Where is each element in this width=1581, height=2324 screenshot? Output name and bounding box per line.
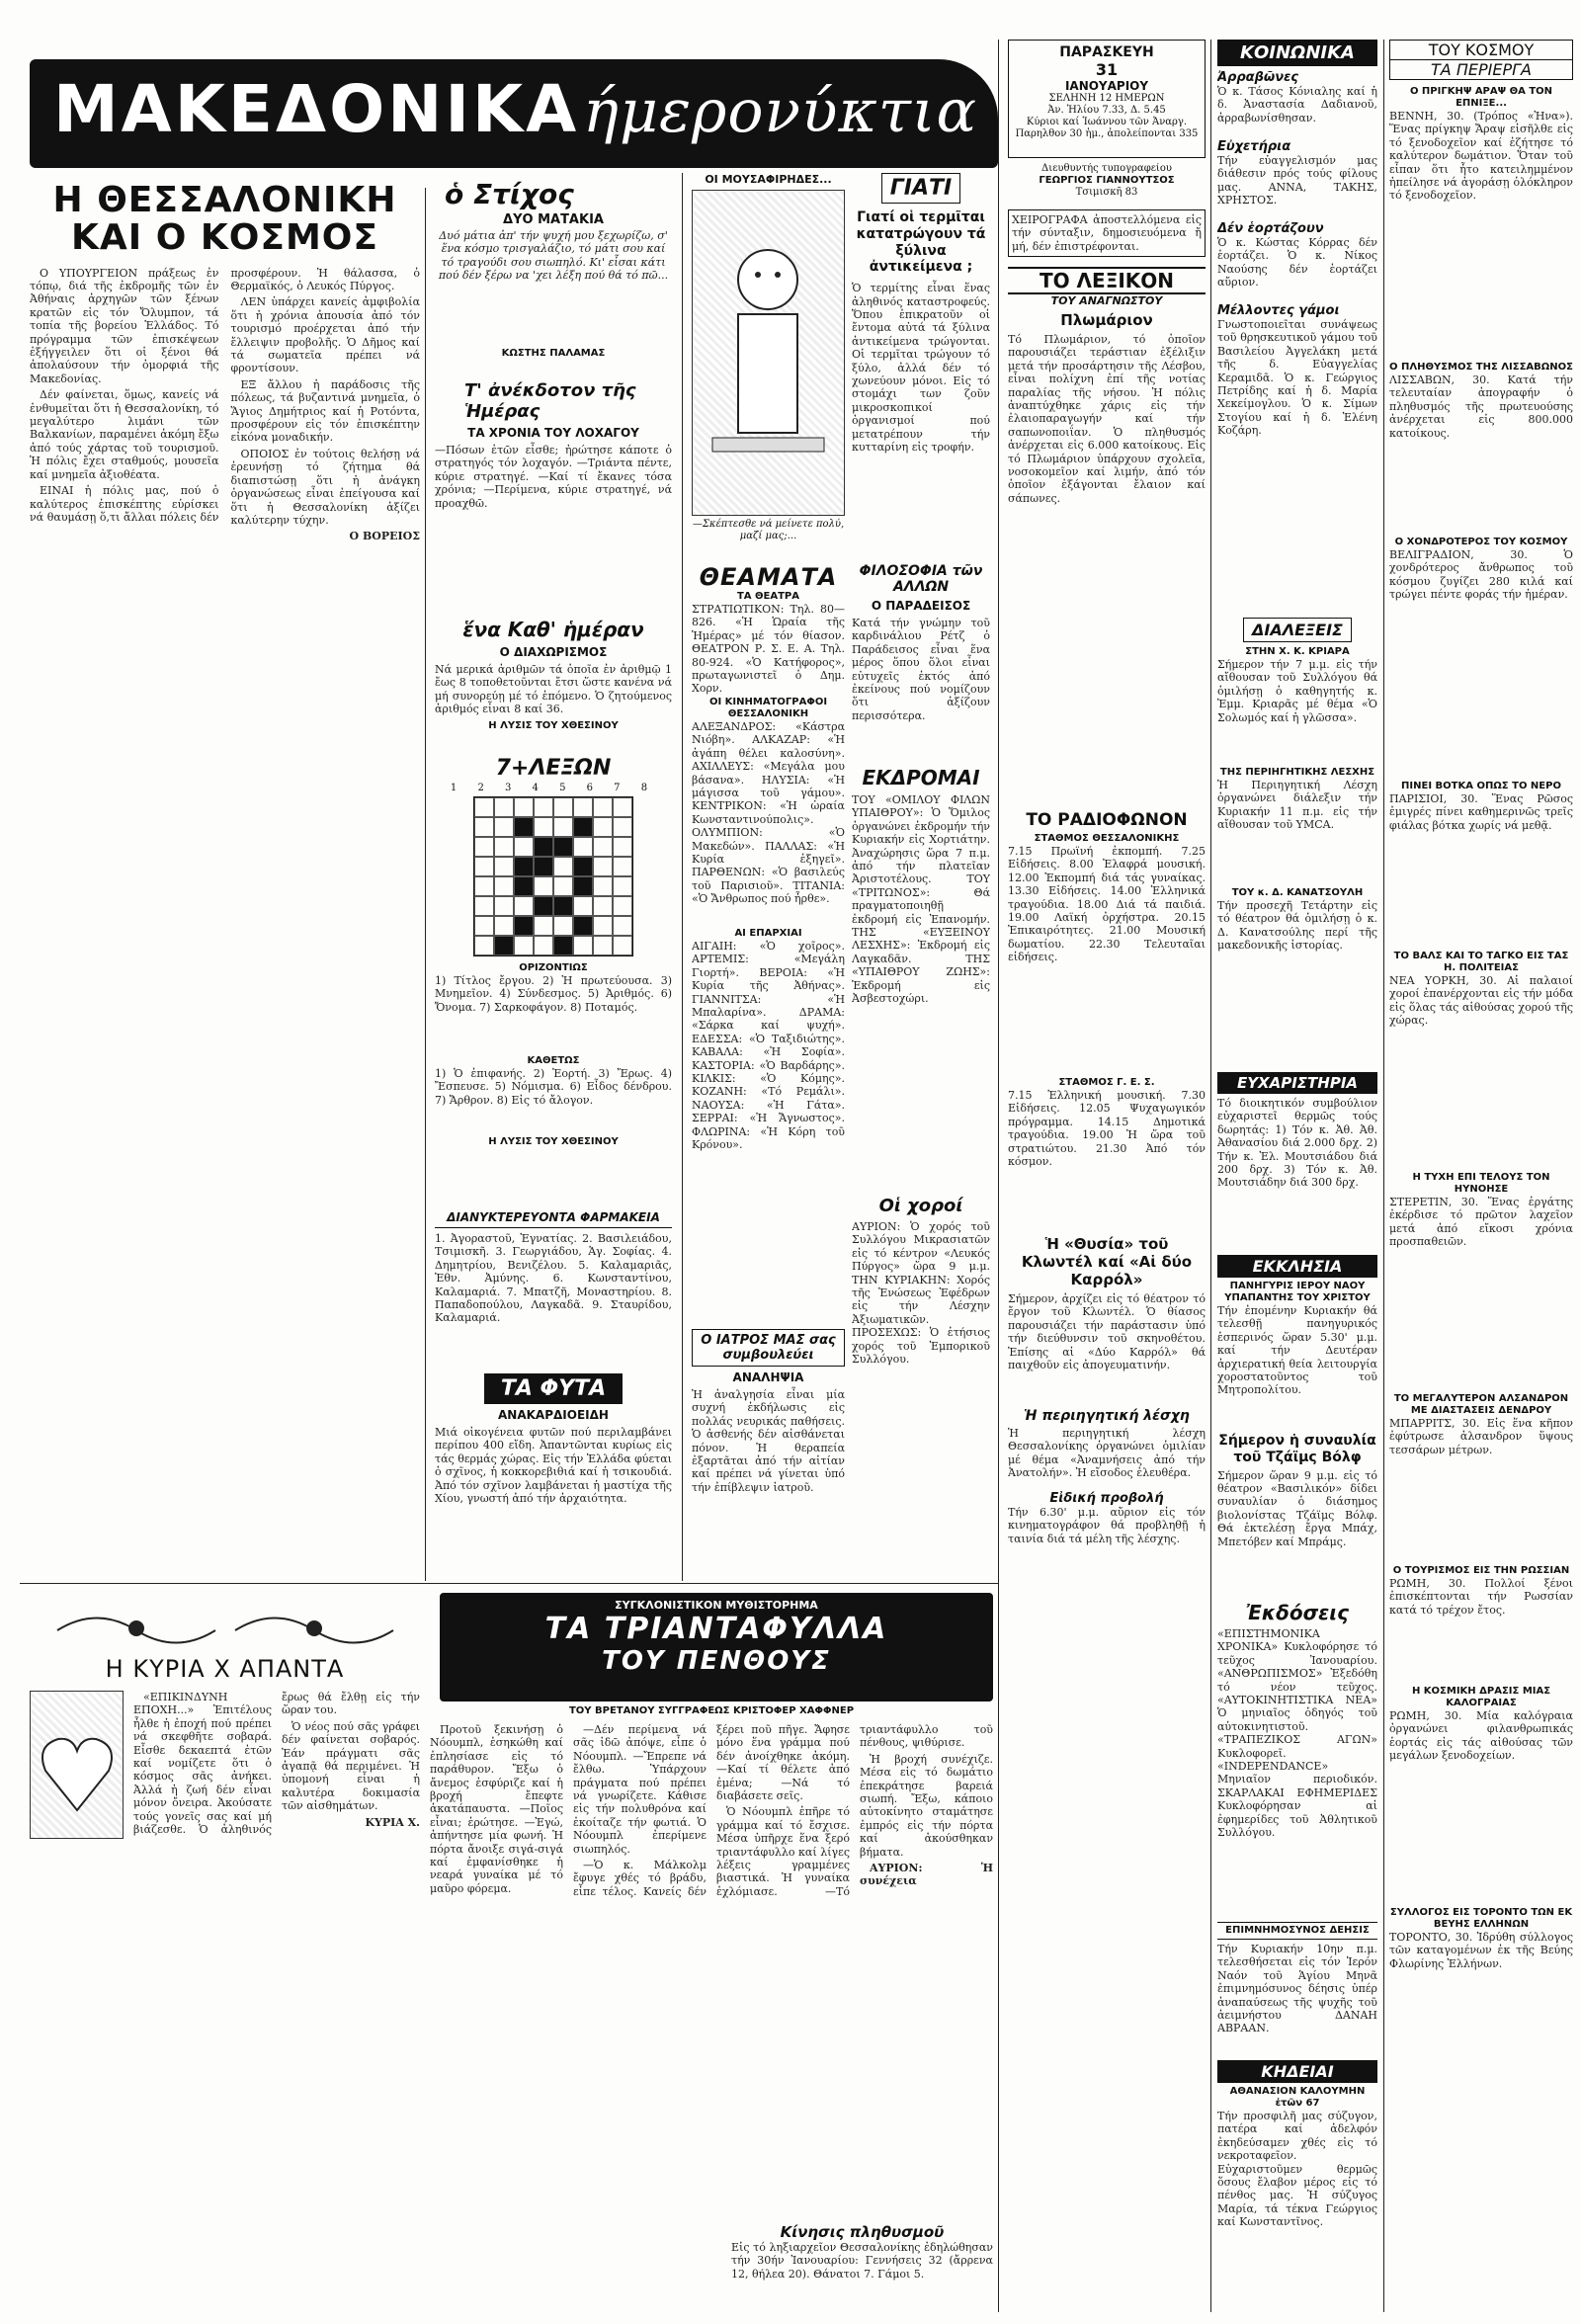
diary-director [1008,163,1206,205]
iatros-box [692,1329,845,1581]
filosofia-text: Κατά τήν γνώμην τοῦ καρδινάλιου Ρέτζ ὁ Παράδεισος εἶναι ἕνα μέρος ὅπου ὅλοι εἶναι εὐτυχεῖς ἐκτός ἀπό ἐκείνους πού νομίζουν ὅτι ἀξίζουν περισσότερα. [852,617,990,722]
crossword-cell [613,817,632,837]
crossword-cell [553,916,573,936]
xoroi-title: Οἱ χοροί [878,1196,963,1216]
lead-headline-line2: ΚΑΙ Ο ΚΟΣΜΟΣ [71,216,378,258]
radio-station1-schedule: 7.15 Πρωϊνή ἐκπομπή. 7.25 Εἰδήσεις. 8.00 Ἑλαφρά μουσική. 12.00 Ἐκπομπή διά τάς γυναίκας. 13.30 Εἰδήσεις. 14.00 Ἐλληνικά τραγούδια. 18.00 Διά τά παιδιά. 19.00 Λαϊκή ὀρχήστρα. 20.15 Ἐπικαιρότητες. 21.00 Μουσική δωματίου. 22.30 Τελευταῖαι εἰδήσεις. [1008,845,1206,964]
crossword-cell [494,936,514,955]
lesxi-screening-head: Εἰδική προβολή [1049,1491,1164,1506]
crossword-cell [474,876,494,896]
serial-paragraph: —Ὁ κ. Μάλκολμ ἔφυγε χθές τό βράδυ, εἶπε τέλος. Κανείς δέν ξέρει ποῦ πῆγε. Ἄφησε μόνο ἕνα γράμμα πού δέν ἀνοίχθηκε ἀκόμη. —Καί τί θέλετε ἀπό ἐμένα; —Νά τό διαβάσετε σεῖς. [573,1723,850,1898]
diary-date: 31 [1095,60,1119,79]
diary-note: ΧΕΙΡΟΓΡΑΦΑ ἀποστελλόμενα εἰς τήν σύνταξιν, δημοσιευόμενα ἤ μή, δέν ἐπιστρέφονται. [1012,213,1202,253]
crossword-cell [534,916,553,936]
eucharistiria-box [1217,1072,1377,1245]
kideiai-text: Τήν προσφιλῆ μας σύζυγον, πατέρα καί ἀδελφόν ἐκηδεύσαμεν χθές εἰς τό νεκροταφεῖον. Εὐχαριστοῦμεν θερμῶς ὅσους ἔλαβον μέρος εἰς τό πένθος μας. Ἡ σύζυγος Μαρία, τά τέκνα Γεώργιος καί Κωνσταντῖνος. [1217,2110,1377,2229]
comic-drawing [693,191,844,517]
lexikon-box [1008,267,1206,800]
crossword-cell [573,837,593,857]
crossword-cell [494,896,514,916]
crossword-cell [613,797,632,817]
crossword-cell [474,916,494,936]
perierga-text: ΣΤΕΡΕΤΙΝ, 30. Ἕνας ἐργάτης ἐκέρδισε τό πρῶτον λαχεῖον μετά ἀπό εἴκοσι χρόνια προσπαθειῶν. [1389,1196,1573,1249]
perierga-headline: Η ΤΥΧΗ ΕΠΙ ΤΕΛΟΥΣ ΤΟΝ ΗΥΝΟΗΣΕ [1412,1172,1550,1195]
diary-day: ΠΑΡΑΣΚΕΥΗ [1059,44,1154,60]
radio-station2-head: ΣΤΑΘΜΟΣ Γ. Ε. Σ. [1058,1077,1155,1088]
lead-headline-line1: Η ΘΕΣΣΑΛΟΝΙΚΗ [52,180,397,220]
cinemas-provinces-head: ΑΙ ΕΠΑΡΧΙΑΙ [734,928,802,939]
anekdota-title: Τ' ἀνέκδοτον τῆς Ἡμέρας [464,380,636,422]
crossword-cell [474,837,494,857]
ekdoseis-text: «ΕΠΙΣΤΗΜΟΝΙΚΑ ΧΡΟΝΙΚΑ» Κυκλοφόρησε τό τεῦχος Ἰανουαρίου. «ΑΝΘΡΩΠΙΣΜΟΣ» Ἐξεδόθη τό νέον τεῦχος. «ΑΥΤΟΚΙΝΗΤΙΣΤΙΚΑ ΝΕΑ» Ὁ μηνιαῖος ὁδηγός τοῦ αὐτοκινητιστοῦ. «ΤΡΑΠΕΖΙΚΟΣ ΑΓΩΝ» Κυκλοφορεῖ. «INDEPENDANCE» Μηνιαῖον περιοδικόν. ΣΚΑΡΛΑΚΑΙ ΕΦΗΜΕΡΙΔΕΣ Κυκλοφόρησαν αἱ ἐφημερίδες τοῦ Ἀθλητικοῦ Συλλόγου. [1217,1627,1377,1840]
engagements-head: Ἀρραβῶνες [1217,70,1299,85]
synavlia-text: Σήμερον ὥραν 9 μ.μ. εἰς τό θέατρον «Βασιλικόν» δίδει συναυλίαν ὁ διάσημος βιολονίστας Τζάϊμς Βόλφ. Θά ἐκτελέσῃ ἔργα Μπάχ, Μπετόβεν καί Μπράμς. [1217,1468,1377,1548]
crossword-grid [473,796,633,956]
kyria-x-signature: ΚΥΡΙΑ Χ. [365,1815,420,1829]
diary-saints: Κύριοι καί Ἰωάννου τῶν Ἀναργ. [1026,117,1188,127]
crossword-cell [573,857,593,876]
serial-kicker: ΣΥΓΚΛΟΝΙΣΤΙΚΟΝ ΜΥΘΙΣΤΟΡΗΜΑ [615,1599,818,1612]
crossword-cell [573,916,593,936]
iatros-title: Ο ΙΑΤΡΟΣ ΜΑΣ σας συμβουλεύει [692,1329,845,1367]
cinemas-city-list: ΑΛΕΞΑΝΔΡΟΣ: «Κάστρα Νιόβη». ΑΛΚΑΖΑΡ: «Ἡ ἀγάπη θέλει καλοσύνη». ΑΧΙΛΛΕΥΣ: «Μεγάλα μου βάσανα». ΗΛΥΣΙΑ: «Ἡ μάγισσα τοῦ γάμου». ΚΕΝΤΡΙΚΟΝ: «Ἡ ὡραία Κωνσταντινούπολις». ΟΛΥΜΠΙΟΝ: «Ὁ Μακεδών». ΠΑΛΛΑΣ: «Ἡ Κυρία ἐξηγεῖ». ΠΑΡΘΕΝΩΝ: «Ὁ βασιλεύς τοῦ Παρισιοῦ». ΤΙΤΑΝΙΑ: «Ὁ Ἄνθρωπος πού ἦρθε». [692,720,845,906]
perierga-column [1389,40,1573,2312]
kyria-x-body [133,1691,420,2264]
weddings-text: Γνωστοποιεῖται συνάψεως τοῦ θρησκευτικοῦ γάμου τοῦ Βασιλείου Ἀγγελάκη μετά τῆς δ. Εὐαγγελίας Κεραμιδᾶ. Ὁ κ. Γεώργιος Πετρίδης καί ἡ δ. Μαρία Χεκείμογλου. Ὁ κ. Σίμων Στογίου καί ἡ δ. Ἑλένη Κοζάρη. [1217,318,1377,438]
kyria-x-paragraph: Ὁ νέος πού σᾶς γράφει δέν φαίνεται σοβαρός. Ἐάν πράγματι σᾶς ἀγαπᾷ θά περιμένει. Ἡ ὑπομονή εἶναι ἡ καλυτέρα δοκιμασία τῶν αἰσθημάτων. [282,1719,420,1813]
tafyta-text: Μιά οἰκογένεια φυτῶν πού περιλαμβάνει περίπου 400 εἴδη. Ἀπαντῶνται κυρίως εἰς τάς θερμάς χώρας. Εἰς τήν Ἑλλάδα φύεται ὁ σχῖνος, ἡ κοκκορεβιθιά καί ἡ τσικουδιά. Ἀπό τόν σχῖνον λαμβάνεται ἡ μαστίχα τῆς Χίου, γνωστή ἀπό τήν ἀρχαιότητα. [435,1426,672,1506]
kideiai-title: ΚΗΔΕΙΑΙ [1217,2060,1377,2083]
masthead-title: ΜΑΚΕΔΟΝΙΚΑ [53,71,580,147]
lead-article [30,178,420,1581]
giati-badge: ΓΙΑΤΙ [881,173,960,204]
giati-box [852,173,990,558]
ekklisia-title: ΕΚΚΛΗΣΙΑ [1217,1255,1377,1278]
radio-box [1008,810,1206,1225]
farmakeia-box [435,1210,672,1364]
stixos-poem: Δυό μάτια ἀπ' τήν ψυχή μου ξεχωρίζω, σ' ἕνα κόσμο τρισγαλάζιο, τό μάτι σου καί τό τραγούδι σου σιωπηλό. Κι' εἶσαι κάτι πού δέν ξέρω να 'χει λέξη πού θά τό πῶ... [438,229,669,283]
comic-illustration [692,190,845,516]
crossword-cell [613,876,632,896]
serial-paragraph: Ὁ Νόουμπλ ἐπῆρε τό γράμμα καί τό ἔσχισε. Μέσα ὑπῆρχε ἕνα ξερό τριαντάφυλλο καί λίγες λέξεις γραμμένες βιαστικά. Ἡ γυναίκα ἐχλόμιασε. —Τό τριαντάφυλλο τοῦ πένθους, ψιθύρισε. [716,1723,993,1898]
crossword-across-clues: 1) Τίτλος ἔργου. 2) Ἡ πρωτεύουσα. 3) Μνημεῖον. 4) Σύνδεσμος. 5) Ἀριθμός. 6) Ὄνομα. 7) Σαρκοφάγον. 8) Ποταμός. [435,974,672,1014]
lead-paragraph: ΛΕΝ ὑπάρχει κανείς ἀμφιβολία ὅτι ἡ χρόνια ἀπουσία ἀπό τόν τουρισμό προέρχεται ἀπό τήν ἔλλειψιν προβολῆς. Ὁ Δῆμος καί τά σωματεῖα πρέπει νά φροντίσουν. [230,295,420,375]
lead-paragraph: ΟΠΟΙΟΣ ἐν τούτοις θελήσῃ νά ἐρευνήσῃ τό ζήτημα θά διαπιστώσῃ ὅτι ἡ ἀνάγκη ὀργανώσεως εἶναι ἐπείγουσα καί ὅτι ἡ Θεσσαλονίκη ἀξίζει καλύτερην τύχην. [230,447,420,527]
ekdoseis-title: Ἐκδόσεις [1246,1601,1349,1624]
serial-paragraph: —Δέν περίμενα νά σᾶς ἰδῶ ἀπόψε, εἶπε ὁ Νόουμπλ. —Ἔπρεπε νά ἔλθω. Ὑπάρχουν πράγματα πού πρέπει νά γνωρίζετε. Κάθισε εἰς τήν πολυθρόνα καί ἐκοίταζε τήν φωτιά. Ὁ Νόουμπλ ἐπερίμενε σιωπηλός. [573,1723,707,1856]
filosofia-box [852,563,990,761]
perierga-headline: ΠΙΝΕΙ ΒΟΤΚΑ ΟΠΩΣ ΤΟ ΝΕΡΟ [1401,781,1561,791]
lexikon-subtitle: ΤΟΥ ΑΝΑΓΝΩΣΤΟΥ [1050,294,1163,307]
crossword-cell [534,857,553,876]
crossword-cell [553,797,573,817]
crossword-cell [593,896,613,916]
diary-sun: Ἀν. Ἡλίου 7.33, Δ. 5.45 [1047,105,1166,116]
engagements-text: Ὁ κ. Τάσος Κόνιαλης καί ἡ δ. Ἀναστασία Δαδιανοῦ, ἀρραβωνίσθησαν. [1217,85,1377,124]
perierga-text: ΜΠΑΡΡΙΤΣ, 30. Εἰς ἕνα κῆπον ἐφύτρωσε ἀλσανδρον ὕψους τεσσάρων μέτρων. [1389,1417,1573,1456]
crossword-cell [494,876,514,896]
heart-illustration [30,1691,124,1839]
crossword-cell [613,837,632,857]
crossword-cell [534,797,553,817]
crossword-cell [534,817,553,837]
ekklisia-text: Τήν ἐπομένην Κυριακήν θά τελεσθῇ πανηγυρικός ἑσπερινός ὥραν 5.30' μ.μ. καί τήν Δευτέραν ἀρχιερατική θεία λειτουργία χοροστατοῦντος τοῦ Μητροπολίτου. [1217,1304,1377,1397]
lexikon-title: ΤΟ ΛΕΞΙΚΟΝ [1008,267,1206,294]
farmakeia-list: 1. Ἀγοραστοῦ, Ἐγνατίας. 2. Βασιλειάδου, Τσιμισκῆ. 3. Γεωργιάδου, Ἁγ. Σοφίας. 4. Δημητρίου, Βενιζέλου. 5. Καλαμαριᾶς, Ἐθν. Ἀμύνης. 6. Κωνσταντίνου, Καλαμαριά. 7. Μπατζῆ, Μοναστηρίου. 8. Παπαδοπούλου, Λαγκαδᾶ. 9. Σταυρίδου, Καλαμαριά. [435,1232,672,1325]
lecture1-head: ΣΤΗΝ Χ. Κ. ΚΡΙΑΡΑ [1245,646,1350,657]
crossword-cell [534,936,553,955]
crossword-solution-head: Η ΛΥΣΙΣ ΤΟΥ ΧΘΕΣΙΝΟΥ [488,1136,619,1147]
koinonika-title: ΚΟΙΝΩΝΙΚΑ [1217,40,1377,66]
crossword-cell [494,837,514,857]
kathimeran-title: ἕνα Καθ' ἡμέραν [462,618,644,641]
diary-address: Τσιμισκῆ 83 [1075,187,1138,198]
cinemas-city: ΘΕΣΣΑΛΟΝΙΚΗ [727,708,809,719]
perierga-headline: ΤΟ ΒΑΛΣ ΚΑΙ ΤΟ ΤΑΓΚΟ ΕΙΣ ΤΑΣ Η. ΠΟΛΙΤΕΙΑΣ [1393,951,1569,973]
lead-paragraph: ΕΞ ἄλλου ἡ παράδοσις τῆς πόλεως, τά βυζαντινά μνημεῖα, ὁ Ἅγιος Δημήτριος καί ἡ Ροτόντα, προσφέρουν εἰς τόν ἐπισκέπτην εἰκόνα μοναδικήν. [230,377,420,445]
no-nameday-text: Ὁ κ. Κώστας Κόρρας δέν ἑορτάζει. Ὁ κ. Νίκος Ναούσης δέν ἑορτάζει αὔριον. [1217,236,1377,290]
crossword-across-head: ΟΡΙΖΟΝΤΙΩΣ [519,962,588,973]
perierga-headline: Ο ΠΛΗΘΥΣΜΟΣ ΤΗΣ ΛΙΣΣΑΒΩΝΟΣ [1389,362,1573,373]
deiseis-box [1217,1922,1377,2055]
perierga-headline: Ο ΧΟΝΔΡΟΤΕΡΟΣ ΤΟΥ ΚΟΣΜΟΥ [1394,537,1568,547]
crossword-cell [514,936,534,955]
crossword-cell [593,876,613,896]
kideiai-box [1217,2060,1377,2317]
crossword-cell [573,797,593,817]
lexikon-text: Τό Πλωμάριον, τό ὁποῖον παρουσιάζει τεράστιαν ἐξέλιξιν μετά τήν προσάρτησιν τῆς Λέσβου, εἶναι πολίχνη ἐπί τῆς νοτίας παραλίας τῆς νήσου. Ἡ πόλις ἀναπτύχθηκε χάρις εἰς τήν ἐλαιοπαραγωγήν καί τήν σαπωνοποιΐαν. Ὁ πληθυσμός ἀνέρχεται εἰς 6.000 κατοίκους. Εἰς τό Πλωμάριον ὑπάρχουν σχολεῖα, νοσοκομεῖον καί λιμήν, ἀπό τόν ὁποῖον ἐξάγονται ἔλαιον καί σάπωνες. [1008,333,1206,505]
radio-station1-head: ΣΤΑΘΜΟΣ ΘΕΣΣΑΛΟΝΙΚΗΣ [1034,833,1180,844]
crossword-cell [613,936,632,955]
crossword-cell [553,857,573,876]
perierga-text: ΝΕΑ ΥΟΡΚΗ, 30. Αἱ παλαιοί χοροί ἐπανέρχονται εἰς τήν μόδα εἰς ὅλας τάς αἰθούσας χορού τῆς χώρας. [1389,974,1573,1028]
greetings-head: Εὐχετήρια [1217,139,1291,154]
crossword-cell [553,817,573,837]
lead-signature: Ο ΒΟΡΕΙΟΣ [349,530,420,543]
ekklisia-subtitle: ΠΑΝΗΓΥΡΙΣ ΙΕΡΟΥ ΝΑΟΥ ΥΠΑΠΑΝΤΗΣ ΤΟΥ ΧΡΙΣΤΟΥ [1224,1281,1371,1303]
crossword-cell [553,936,573,955]
anekdota-box [435,380,672,613]
weddings-head: Μέλλοντες γάμοι [1217,303,1340,318]
giati-headline: Γιατί οἱ τερμῖται κατατρώγουν τά ξύλινα ἀντικείμενα ; [856,209,986,276]
crossword-cell [474,817,494,837]
thysia-box [1008,1235,1206,1403]
tafyta-subtitle: ΑΝΑΚΑΡΔΙΟΕΙΔΗ [498,1408,609,1422]
crossword-cell [593,916,613,936]
perierga-text: ΒΕΛΙΓΡΑΔΙΟΝ, 30. Ὁ χονδρότερος ἄνθρωπος τοῦ κόσμου ζυγίζει 280 κιλά καί τρώγει πέντε φοράς τήν ἡμέραν. [1389,548,1573,602]
thysia-text: Σήμερον, ἀρχίζει εἰς τό θέατρον τό ἔργον τοῦ Κλωντέλ. Ὁ θίασος παρουσιάζει τήν παράστασιν ὑπό τήν διεύθυνσιν τοῦ σκηνοθέτου. Ἐπίσης αἱ «Δύο Καρρόλ» θά παιχθοῦν εἰς ἀπογευματινήν. [1008,1292,1206,1372]
serial-paragraph: Προτοῦ ξεκινήσῃ ὁ Νόουμπλ, ἐσηκώθη καί ἐπλησίασε εἰς τό παράθυρον. Ἔξω ὁ ἄνεμος ἐσφύριζε καί ἡ βροχή ἔπεφτε ἀκατάπαυστα. —Ποῖος εἶναι; ἐρώτησε. —Ἐγώ, ἀπήντησε μία φωνή. Ἡ πόρτα ἄνοιξε σιγά-σιγά καί ἐμφανίσθηκε ἡ νεαρά γυναίκα μέ τό μαῦρο φόρεμα. [430,1723,563,1895]
ekdromai-title: ΕΚΔΡΟΜΑΙ [862,766,980,789]
theatra-head: ΤΑ ΘΕΑΤΡΑ [736,591,799,602]
plithysmos-box [731,2223,993,2317]
kathimeran-text: Νά μερικά ἀριθμῶν τά ὁποῖα ἐν ἀριθμῷ 1 ἔως 8 τοποθετοῦνται ἔτσι ὥστε κανένα νά μή συνορεύῃ μέ τό ἑπόμενο. Ὁ ζητούμενος ἀριθμός εἶναι 8 καί 36. [435,663,672,716]
stixos-author: ΚΩΣΤΗΣ ΠΑΛΑΜΑΣ [501,348,606,359]
serial-title-line1: ΤΑ ΤΡΙΑΝΤΑΦΥΛΛΑ [544,1612,888,1646]
dialexeis-title: ΔΙΑΛΕΞΕΙΣ [1243,618,1352,642]
crossword-cell [553,896,573,916]
serial-box [430,1593,993,2319]
stixos-subtitle: ΔΥΟ ΜΑΤΑΚΙΑ [503,212,604,227]
kideiai-name: ΑΘΑΝΑΣΙΟΝ ΚΑΛΟΥΜΗΝ ἐτῶν 67 [1229,2086,1366,2109]
farmakeia-title: ΔΙΑΝΥΚΤΕΡΕΥΟΝΤΑ ΦΑΡΜΑΚΕΙΑ [435,1210,672,1228]
anekdota-text: —Πόσων ἐτῶν εἶσθε; ἠρώτησε κάποτε ὁ στρατηγός τόν λοχαγόν. —Τριάντα πέντε, κύριε στρατηγέ. —Καί τί ἔκανες τόσα χρόνια; —Περίμενα, κύριε στρατηγέ, νά προαχθῶ. [435,444,672,510]
perierga-title-line1: ΤΟΥ ΚΟΣΜΟΥ [1389,40,1573,60]
serial-next: ΑΥΡΙΟΝ: Ἡ συνέχεια [860,1862,993,1888]
serial-body [430,1723,993,2296]
cherubs-illustration [38,1601,413,1650]
eucharistiria-title: ΕΥΧΑΡΙΣΤΗΡΙΑ [1217,1072,1377,1094]
diary-moon: ΣΕΛΗΝΗ 12 ΗΜΕΡΩΝ [1048,93,1165,104]
cinemas-head: ΟΙ ΚΙΝΗΜΑΤΟΓΡΑΦΟΙ [708,697,828,707]
perierga-headline: Η ΚΟΣΜΙΚΗ ΔΡΑΣΙΣ ΜΙΑΣ ΚΑΛΟΓΡΑΙΑΣ [1411,1686,1551,1708]
perierga-headline: Ο ΤΟΥΡΙΣΜΟΣ ΕΙΣ ΤΗΝ ΡΩΣΣΙΑΝ [1392,1565,1570,1576]
crossword-cell [573,876,593,896]
perierga-text: ΤΟΡΟΝΤΟ, 30. Ἱδρύθη σύλλογος τῶν καταγομένων ἐκ τῆς Βεύης Φλωρίνης Ἑλλήνων. [1389,1931,1573,1970]
crossword-cell [613,896,632,916]
ekdromai-box [852,766,990,1191]
perierga-text: ΡΩΜΗ, 30. Πολλοί ξένοι ἐπισκέπτονται τήν Ρωσσίαν κατά τό τρέχον ἔτος. [1389,1577,1573,1617]
cinemas-provinces-list: ΑΙΓΑΙΗ: «Ὁ χοῖρος». ΑΡΤΕΜΙΣ: «Μεγάλη Γιορτή». ΒΕΡΟΙΑ: «Ἡ Κυρία τῆς Ἀθήνας». ΓΙΑΝΝΙΤΣΑ: «Ἡ Μπαλαρίνα». ΔΡΑΜΑ: «Σάρκα καί ψυχή». ΕΔΕΣΣΑ: «Ὁ Ταξιδιώτης». ΚΑΒΑΛΑ: «Ἡ Σοφία». ΚΑΣΤΟΡΙΑ: «Ὁ Βαρδάρης». ΚΙΛΚΙΣ: «Ὁ Κόμης». ΚΟΖΑΝΗ: «Τό Ρεμάλι». ΝΑΟΥΣΑ: «Ἡ Γάτα». ΣΕΡΡΑΙ: «Ἡ Ἄγνωστος». ΦΛΩΡΙΝΑ: «Ἡ Κόρη τοῦ Κρόνου». [692,940,845,1152]
masthead-script-title: ήμερονύκτια [583,77,978,146]
deiseis-title: ΕΠΙΜΝΗΜΟΣΥΝΟΣ ΔΕΗΣΙΣ [1217,1922,1377,1940]
serial-paragraph: Ἡ βροχή συνέχιζε. Μέσα εἰς τό δωμάτιο ἐπεκράτησε βαρειά σιωπή. Ἔξω, κάποιο αὐτοκίνητο σταμάτησε ἐμπρός εἰς τήν πόρτα καί ἀκούσθηκαν βήματα. [860,1752,993,1859]
crossword-cell [534,837,553,857]
crossword-cell [593,797,613,817]
stixos-box [435,178,672,371]
tafyta-title: ΤΑ ΦΥΤΑ [484,1373,623,1404]
plithysmos-title: Κίνησις πληθυσμοῦ [780,2223,945,2241]
lesxi-text: Ἡ περιηγητική λέσχη Θεσσαλονίκης ὀργανώνει ὁμιλίαν μέ θέμα «Ἀναμνήσεις ἀπό τήν Ἀνατολήν». Ἡ εἴσοδος ἐλευθέρα. [1008,1427,1206,1480]
crossword-cell [593,837,613,857]
radio-station2-schedule: 7.15 Ἑλληνική μουσική. 7.30 Εἰδήσεις. 12.05 Ψυχαγωγικόν πρόγραμμα. 14.15 Δημοτικά τραγούδια. 19.00 Ἡ ὥρα τοῦ στρατιώτου. 21.30 Ἀπό τόν κόσμον. [1008,1089,1206,1169]
deiseis-text: Τήν Κυριακήν 10ην π.μ. τελεσθήσεται εἰς τόν Ἱερόν Ναόν τοῦ Ἁγίου Μηνᾶ ἐπιμνημόσυνος δέησις ὑπέρ ἀναπαύσεως τῆς ψυχῆς τοῦ ἀειμνήστου ΔΑΝΑΗ ΑΒΡΑΑΝ. [1217,1943,1377,2035]
crossword-cell [474,857,494,876]
serial-author: ΤΟΥ ΒΡΕΤΑΝΟΥ ΣΥΓΓΡΑΦΕΩΣ ΚΡΙΣΤΟΦΕΡ ΧΑΦΦΝΕΡ [568,1705,855,1716]
theamata-title: ΘΕΑΜΑΤΑ [699,563,838,591]
tafyta-box [435,1373,672,1579]
synavlia-box [1217,1433,1377,1596]
perierga-headline: ΤΟ ΜΕΓΑΛΥΤΕΡΟΝ ΑΛΣΑΝΔΡΟΝ ΜΕ ΔΙΑΣΤΑΣΕΙΣ ΔΕΝΔΡΟΥ [1393,1393,1569,1416]
crossword-down-clues: 1) Ὁ ἐπιφανής. 2) Ἑορτή. 3) Ἔρως. 4) Ἔσπευσε. 5) Νόμισμα. 6) Εἶδος δένδρου. 7) Ἄρθρον. 8) Εἰς τό ἄλογον. [435,1067,672,1107]
crossword-box [435,756,672,1201]
lesxi-screening-text: Τήν 6.30' μ.μ. αὔριον εἰς τόν κινηματογράφον θά προβληθῇ ἡ ταινία διά τά μέλη τῆς λέσχης. [1008,1506,1206,1545]
serial-banner [440,1593,993,1702]
lexikon-headword: Πλωμάριον [1060,311,1153,329]
crossword-cell [613,857,632,876]
lesxi-box [1008,1408,1206,1576]
crossword-cell [593,857,613,876]
iatros-subtitle: ΑΝΑΛΗΨΙΑ [732,1370,804,1384]
crossword-cell [534,896,553,916]
lead-body [30,267,420,1551]
perierga-text: ΠΑΡΙΣΙΟΙ, 30. Ἕνας Ρῶσος ἐμιγρές πίνει καθημερινῶς τρεῖς φιάλας βότκα χωρίς νά μεθᾷ. [1389,792,1573,832]
koinonika-box [1217,40,1377,608]
crossword-cell [514,876,534,896]
lead-paragraph: Ο ΥΠΟΥΡΓΕΙΟΝ πράξεως ἐν τόπῳ, διά τῆς ἐκδρομῆς τῶν ἐν Ἀθήναις ἀρχηγῶν τῶν ξένων κρατῶν εἰς τόν Ὄλυμπον, τά τοπία τῆς βορείου Ἑλλάδος. Τό πρόγραμμα τῶν ἐπισκέψεων ἐξήγγειλεν ὅτι οἱ ξένοι θά ἀπολαύσουν τήν ὀμορφιά τῆς Μακεδονίας. [30,266,219,385]
crossword-cell [613,916,632,936]
crossword-column-numbers: 1 2 3 4 5 6 7 8 [450,783,657,793]
crossword-cell [474,797,494,817]
thysia-headline: Ἡ «Θυσία» τοῦ Κλωντέλ καί «Αἱ δύο Καρρόλ» [1021,1235,1193,1288]
perierga-text: ΛΙΣΣΑΒΩΝ, 30. Κατά τήν τελευταίαν ἀπογραφήν ὁ πληθυσμός τῆς πρωτευούσης ἀνέρχεται εἰς 800.000 κατοίκους. [1389,374,1573,440]
crossword-cell [593,817,613,837]
perierga-text: ΡΩΜΗ, 30. Μία καλόγραια ὀργανώνει φιλανθρωπικάς ἑορτάς εἰς τάς αἰθούσας τῶν μεγάλων ξενοδοχείων. [1389,1709,1573,1763]
lecture3-head: ΤΟΥ κ. Δ. ΚΑΝΑΤΣΟΥΛΗ [1231,887,1364,898]
kyria-x-paragraph: «ΕΠΙΚΙΝΔΥΝΗ ΕΠΟΧΗ...» Ἐπιτέλους ἦλθε ἡ ἐποχή πού πρέπει νά σκεφθῆτε σοβαρά. Εἶσθε δεκαεπτά ἐτῶν καί νομίζετε ὅτι ὁ κόσμος σᾶς ἀνήκει. Ἀλλά ἡ ζωή δέν εἶναι μόνον ὄνειρα. Ἀκούσατε τούς γονεῖς σας καί μή βιάζεσθε. Ὁ ἀληθινός ἔρως θά ἔλθῃ εἰς τήν ὥραν του. [133,1691,420,1837]
ekklisia-box [1217,1255,1377,1428]
crossword-cell [593,936,613,955]
lecture1-text: Σήμερον τήν 7 μ.μ. εἰς τήν αἴθουσαν τοῦ Συλλόγου θά ὁμιλήσῃ ὁ καθηγητής κ. Ἐμμ. Κριαρᾶς μέ θέμα «Ὁ Σολωμός καί ἡ γλῶσσα». [1217,658,1377,724]
diary-box [1008,40,1206,158]
kyria-x-title: Η ΚΥΡΙΑ Χ ΑΠΑΝΤΑ [105,1655,345,1683]
masthead [30,59,998,168]
crossword-cell [474,936,494,955]
crossword-cell [514,896,534,916]
kyria-x-ornament [30,1596,420,1655]
theamata-box [692,563,845,1324]
ekdoseis-box [1217,1601,1377,1917]
xoroi-text: ΑΥΡΙΟΝ: Ὁ χορός τοῦ Συλλόγου Μικρασιατῶν εἰς τό κέντρον «Λευκός Πύργος» ὥρα 9 μ.μ. ΤΗΝ ΚΥΡΙΑΚΗΝ: Χορός τῆς Ἐνώσεως Ἐφέδρων εἰς τήν Λέσχην Ἀξιωματικῶν. ΠΡΟΣΕΧΩΣ: Ὁ ἐτήσιος χορός τοῦ Ἐμπορικοῦ Συλλόγου. [852,1220,990,1367]
crossword-down-head: ΚΑΘΕΤΩΣ [527,1055,580,1066]
giati-text: Ὁ τερμίτης εἶναι ἕνας ἀληθινός καταστροφεύς. Ὅπου ἐπικρατοῦν οἱ ἔντομα αὐτά τά ξύλινα ἀντικείμενα τρώγονται. Οἱ τερμῖται τρώγουν τό ξύλο, ἀλλά δέν τό χωνεύουν μόνοι. Εἰς τό στομάχι των ζοῦν μικροσκοπικοί ὀργανισμοί πού μετατρέπουν τήν κυτταρίνη εἰς τροφήν. [852,282,990,455]
perierga-text: ΒΕΝΝΗ, 30. (Τρόπος «Ἡνα»). Ἕνας πρίγκηψ Ἄραψ εἰσῆλθε εἰς τό ξενοδοχεῖον καί ἐζήτησε τό καλύτερον δωμάτιον. Ὅταν τοῦ εἶπαν ὅτι ἦτο κατειλημμένον ἠπείλησε νά ἀγοράσῃ ὁλόκληρον τό ξενοδοχεῖον. [1389,110,1573,203]
synavlia-headline: Σήμερον ἡ συναυλία τοῦ Τζάϊμς Βόλφ [1218,1433,1376,1465]
comic-title: ΟΙ ΜΟΥΣΑΦΙΡΗΔΕΣ... [705,173,832,186]
crossword-cell [553,876,573,896]
crossword-cell [494,916,514,936]
plithysmos-text: Εἰς τό ληξιαρχεῖον Θεσσαλονίκης ἐδηλώθησαν τήν 30ήν Ἰανουαρίου: Γεννήσεις 32 (ἄρρενα 12, θήλεα 20). Θάνατοι 7. Γάμοι 5. [731,2241,993,2281]
comic-caption: —Σκέπτεσθε νά μείνετε πολύ, μαζί μας;... [692,519,845,541]
crossword-title: 7+ΛΕΞΩΝ [495,756,612,781]
diary-month: ΙΑΝΟΥΑΡΙΟΥ [1064,79,1149,93]
kathimeran-box [435,618,672,746]
lesxi-title: Ἡ περιηγητική λέσχη [1024,1408,1190,1424]
stixos-title: ὁ Στίχος [445,178,574,210]
lead-paragraph: Δέν φαίνεται, ὅμως, κανείς νά ἐνθυμεῖται ὅτι ἡ Θεσσαλονίκη, τό μεγαλύτερο λιμάνι τῶν Βαλκανίων, παραμένει ἀκόμη ἔξω ἀπό τούς χάρτας τοῦ τουρισμοῦ. Ἡ πόλις ἔχει σταθμούς, μουσεῖα καί μνημεῖα ἀξιοθέατα. [30,388,219,481]
lecture2-text: Ἡ Περιηγητική Λέσχη ὀργανώνει διάλεξιν τήν Κυριακήν 11 π.μ. εἰς τήν αἴθουσαν τοῦ ΥΜCA. [1217,779,1377,832]
heart-icon [31,1692,125,1840]
lead-paragraph: ΕΙΝΑΙ ἡ πόλις μας, πού ὁ καλύτερος ἐπισκέπτης εὑρίσκει νά θαυμάσῃ ὅ,τι ἄλλαι πόλεις δέν προσφέρουν. Ἡ θάλασσα, ὁ Θερμαϊκός, ὁ Λευκός Πύργος. [30,266,420,524]
greetings-text: Τήν εὐαγγελισμόν μας διάθεσιν πρός τούς φίλους μας. ΑΝΝΑ, ΤΑΚΗΣ, ΧΡΗΣΤΟΣ. [1217,154,1377,208]
dialexeis-box [1217,618,1377,1067]
perierga-headline: Ο ΠΡΙΓΚΗΨ ΑΡΑΨ ΘΑ ΤΟΝ ΕΠΝΙΞΕ... [1409,86,1553,109]
crossword-cell [534,876,553,896]
kathimeran-subtitle: Ο ΔΙΑΧΩΡΙΣΜΟΣ [499,645,608,659]
crossword-cell [553,837,573,857]
crossword-cell [494,857,514,876]
comic-box [692,173,845,558]
radio-title: ΤΟ ΡΑΔΙΟΦΩΝΟΝ [1026,810,1188,830]
lecture2-head: ΤΗΣ ΠΕΡΙΗΓΗΤΙΚΗΣ ΛΕΣΧΗΣ [1219,767,1375,778]
crossword-cell [514,797,534,817]
filosofia-subtitle: Ο ΠΑΡΑΔΕΙΣΟΣ [871,599,971,613]
ekdromai-text: ΤΟΥ «ΟΜΙΛΟΥ ΦΙΛΩΝ ΥΠΑΙΘΡΟΥ»: Ὁ Ὅμιλος ὀργανώνει ἐκδρομήν τήν Κυριακήν εἰς Χορτιάτην. Ἀναχώρησις ὥρα 7 π.μ. ἀπό τήν πλατεῖαν Ἀριστοτέλους. ΤΟΥ «ΤΡΙΤΩΝΟΣ»: Θά πραγματοποιηθῇ ἐκδρομή εἰς Ἐπανομήν. ΤΗΣ «ΕΥΞΕΙΝΟΥ ΛΕΣΧΗΣ»: Ἐκδρομή εἰς Λαγκαδᾶν. ΤΗΣ «ΥΠΑΙΘΡΟΥ ΖΩΗΣ»: Ἐκδρομή εἰς Ἀσβεστοχώρι. [852,793,990,1006]
crossword-cell [514,857,534,876]
no-nameday-head: Δέν ἑορτάζουν [1217,221,1324,236]
anekdota-subtitle: ΤΑ ΧΡΟΝΙΑ ΤΟΥ ΛΟΧΑΓΟΥ [467,426,639,440]
crossword-cell [494,817,514,837]
filosofia-title: ΦΙΛΟΣΟΦΙΑ τῶν ΑΛΛΩΝ [859,563,983,595]
eucharistiria-text: Τό διοικητικόν συμβούλιον εὐχαριστεῖ θερμῶς τούς δωρητάς: 1) Τόν κ. Ἀθ. Ἀθ. Ἀθανασίου διά 2.000 δρχ. 2) Τήν κ. Ἐλ. Μουτσιάδου διά 200 δρχ. 3) Τόν κ. Ἀθ. Μουτσιάδην διά 300 δρχ. [1217,1097,1377,1190]
perierga-headline: ΣΥΛΛΟΓΟΣ ΕΙΣ ΤΟΡΟΝΤΟ ΤΩΝ ΕΚ ΒΕΥΗΣ ΕΛΛΗΝΩΝ [1389,1907,1573,1930]
iatros-text: Ἡ ἀναλγησία εἶναι μία συχνή ἐκδήλωσις εἰς πολλάς νευρικάς παθήσεις. Ὁ ἀσθενής δέν αἰσθάνεται πόνον. Ἡ θεραπεία ἐξαρτᾶται ἀπό τήν αἰτίαν καί πρέπει νά γίνεται ὑπό τήν ἐπίβλεψιν ἰατροῦ. [692,1388,845,1494]
serial-title-line2: ΤΟΥ ΠΕΝΘΟΥΣ [602,1646,831,1676]
crossword-cell [573,817,593,837]
crossword-cell [573,896,593,916]
diary-days-left: Παρηλθον 30 ἡμ., ἀπολείπονται 335 [1015,128,1199,139]
crossword-cell [514,916,534,936]
diary-director-label: Διευθυντής τυπογραφείου [1041,163,1172,174]
kyria-x-box [30,1596,420,2317]
diary-director-name: ΓΕΩΡΓΙΟΣ ΓΙΑΝΝΟΥΤΣΟΣ [1039,175,1175,186]
xoroi-box [852,1196,990,1581]
lecture3-text: Τήν προσεχῆ Τετάρτην εἰς τό θέατρον θά ὁμιλήσῃ ὁ κ. Δ. Κανατσούλης περί τῆς μακεδονικῆς ἱστορίας. [1217,899,1377,953]
crossword-cell [514,837,534,857]
diary-note-box [1008,209,1206,257]
crossword-cell [474,896,494,916]
theatra-list: ΣΤΡΑΤΙΩΤΙΚΟΝ: Τηλ. 80—826. «Ἡ Ὡραία τῆς Ἡμέρας» μέ τόν θίασον. ΘΕΑΤΡΟΝ Ρ. Σ. Ε. Α. Τηλ. 80-924. «Ὁ Κατήφορος», πρωταγωνιστεῖ ὁ Δημ. Χορν. [692,603,845,696]
crossword-cell [494,797,514,817]
crossword-cell [573,936,593,955]
perierga-title-line2: ΤΑ ΠΕΡΙΕΡΓΑ [1389,60,1573,80]
kathimeran-answer-head: Η ΛΥΣΙΣ ΤΟΥ ΧΘΕΣΙΝΟΥ [488,720,619,731]
crossword-cell [514,817,534,837]
